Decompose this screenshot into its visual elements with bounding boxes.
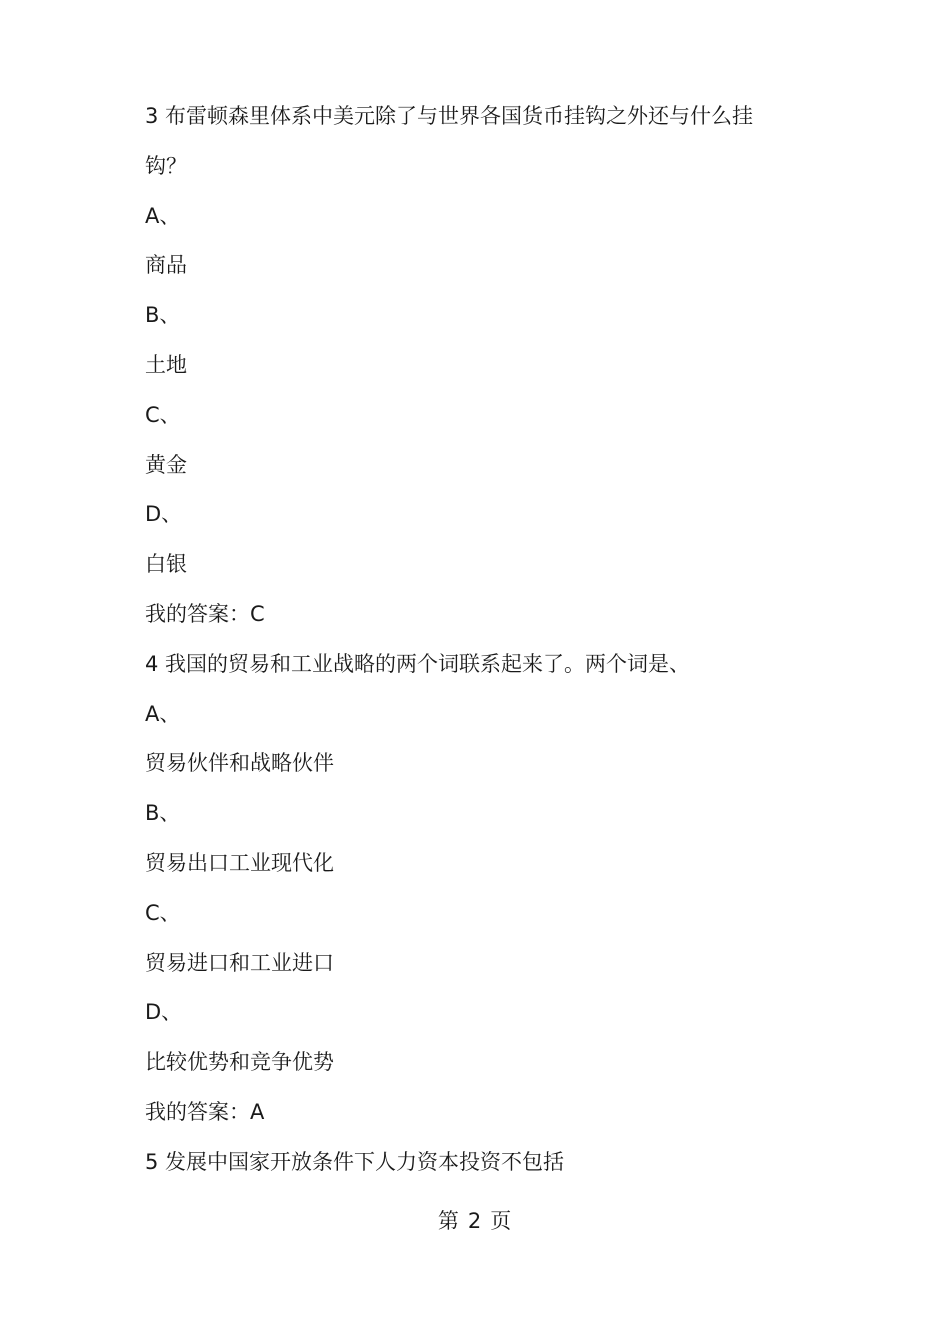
option-letter-c: C、 xyxy=(145,402,181,427)
question-list xyxy=(145,92,815,1188)
option-letter-a: A、 xyxy=(145,701,181,726)
question-text: 4 我国的贸易和工业战略的两个词联系起来了。两个词是、 xyxy=(145,651,691,676)
option-text-d: 比较优势和竞争优势 xyxy=(145,1050,334,1075)
question-text: 3 布雷顿森里体系中美元除了与世界各国货币挂钩之外还与什么挂 xyxy=(145,104,754,128)
option-text-a: 贸易伙伴和战略伙伴 xyxy=(145,751,334,776)
option-text-a: 商品 xyxy=(145,253,187,278)
question-4 xyxy=(145,640,815,1138)
option-text-b: 土地 xyxy=(145,352,187,377)
page-footer xyxy=(0,1205,950,1237)
page-number: 2 xyxy=(467,1209,483,1233)
option-text-c: 黄金 xyxy=(145,452,187,477)
option-letter-a: A、 xyxy=(145,203,181,228)
page-label-suffix: 页 xyxy=(490,1209,513,1233)
question-5 xyxy=(145,1138,815,1188)
option-letter-b: B、 xyxy=(145,801,181,826)
option-text-d: 白银 xyxy=(145,552,187,577)
option-text-b: 贸易出口工业现代化 xyxy=(145,850,334,875)
question-text-continued: 钩？ xyxy=(145,153,187,178)
question-3 xyxy=(145,92,815,640)
option-letter-d: D、 xyxy=(145,1000,183,1025)
my-answer: 我的答案：C xyxy=(145,601,265,626)
option-letter-d: D、 xyxy=(145,502,183,527)
option-letter-c: C、 xyxy=(145,900,181,925)
my-answer: 我的答案：A xyxy=(145,1099,265,1124)
page-label-prefix: 第 xyxy=(437,1209,460,1233)
question-text: 5 发展中国家开放条件下人力资本投资不包括 xyxy=(145,1149,565,1174)
option-letter-b: B、 xyxy=(145,303,181,328)
option-text-c: 贸易进口和工业进口 xyxy=(145,950,334,975)
